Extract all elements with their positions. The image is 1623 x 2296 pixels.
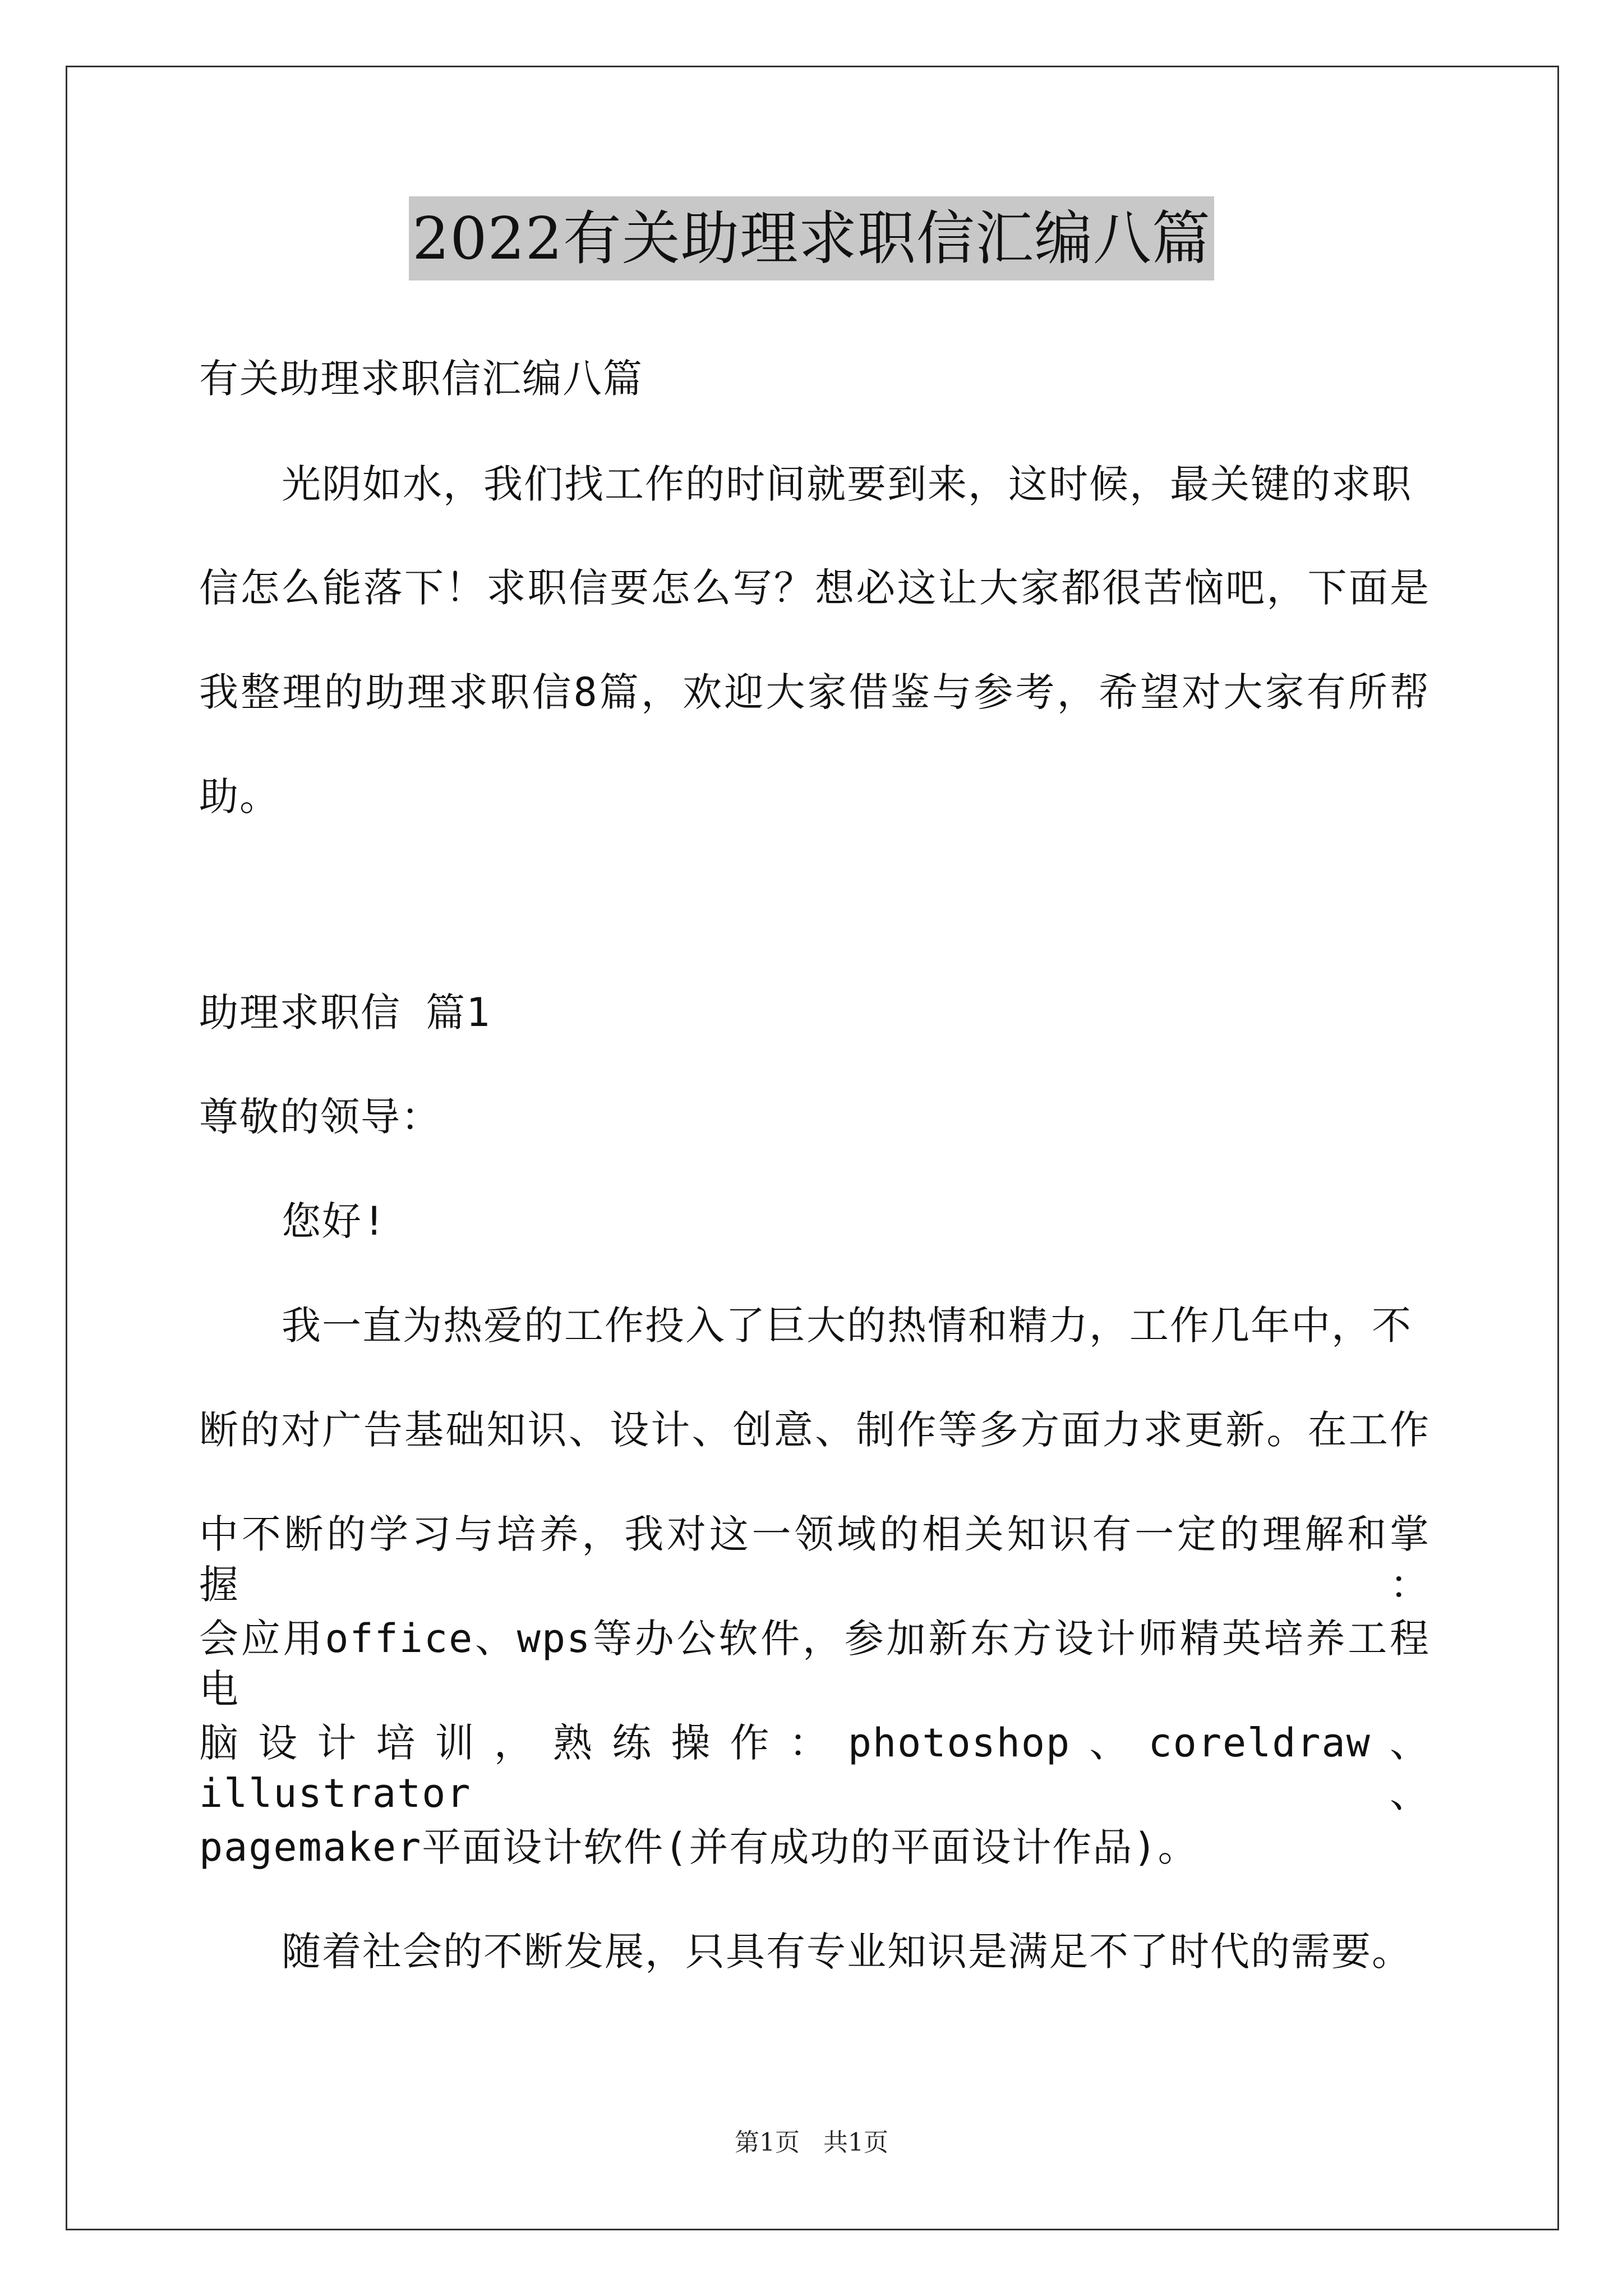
last-paragraph-line: 随着社会的不断发展，只具有专业知识是满足不了时代的需要。 <box>282 1929 1412 1975</box>
body-line-3: 中不断的学习与培养，我对这一领域的相关知识有一定的理解和掌握： <box>199 1511 1430 1608</box>
intro-line-4: 助。 <box>199 774 280 820</box>
body-line-2: 断的对广告基础知识、设计、创意、制作等多方面力求更新。在工作 <box>199 1407 1430 1453</box>
body-line-5: 脑设计培训，熟练操作：photoshop、coreldraw、illustrator、 <box>199 1720 1430 1816</box>
intro-line-1: 光阴如水，我们找工作的时间就要到来，这时候，最关键的求职 <box>282 461 1412 507</box>
page-total: 共1页 <box>823 2128 888 2157</box>
body-line-1: 我一直为热爱的工作投入了巨大的热情和精力，工作几年中，不 <box>282 1303 1412 1349</box>
section-heading: 助理求职信 篇1 <box>199 990 491 1036</box>
title-container <box>0 196 1623 280</box>
salutation: 尊敬的领导： <box>199 1094 441 1140</box>
intro-line-2: 信怎么能落下！求职信要怎么写？想必这让大家都很苦恼吧，下面是 <box>199 565 1430 611</box>
page-number: 第1页 <box>735 2128 800 2157</box>
page-footer <box>0 2126 1623 2160</box>
document-subtitle: 有关助理求职信汇编八篇 <box>199 356 643 402</box>
document-title: 2022有关助理求职信汇编八篇 <box>409 196 1214 280</box>
intro-line-3: 我整理的助理求职信8篇，欢迎大家借鉴与参考，希望对大家有所帮 <box>199 669 1430 715</box>
body-line-6: pagemaker平面设计软件(并有成功的平面设计作品)。 <box>199 1824 1198 1870</box>
body-line-4: 会应用office、wps等办公软件，参加新东方设计师精英培养工程电 <box>199 1616 1430 1712</box>
greeting: 您好! <box>282 1198 388 1244</box>
